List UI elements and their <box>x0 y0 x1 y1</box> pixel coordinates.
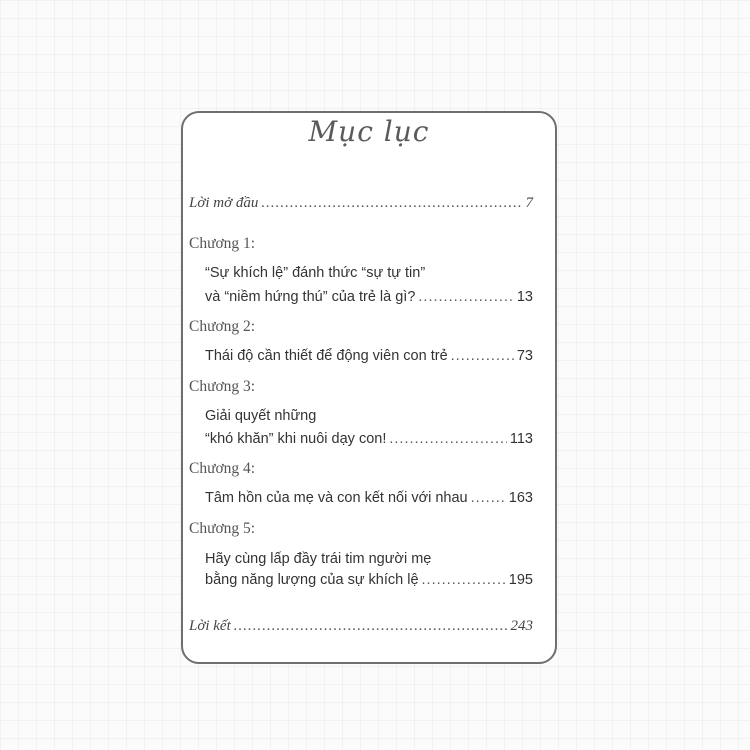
chapter-title-line: Giải quyết những <box>205 408 317 424</box>
dot-leader <box>261 195 522 212</box>
toc-entry-chapter-3 <box>205 431 533 447</box>
chapter-title-line: Tâm hồn của mẹ và con kết nối với nhau <box>205 490 468 506</box>
dot-leader <box>234 618 508 635</box>
outro-page: 243 <box>510 618 533 634</box>
toc-entry-chapter-4 <box>205 490 533 506</box>
toc-entry-intro <box>189 195 533 212</box>
chapter-title-line: “khó khăn” khi nuôi dạy con! <box>205 431 387 447</box>
chapter-title-line: và “niềm hứng thú” của trẻ là gì? <box>205 289 416 305</box>
chapter-title-line: “Sự khích lệ” đánh thức “sự tự tin” <box>205 265 426 281</box>
chapter-title-line: Hãy cùng lấp đầy trái tim người mẹ <box>205 551 432 567</box>
toc-entry-outro <box>189 618 533 635</box>
intro-page: 7 <box>525 195 533 211</box>
toc-entry-chapter-5 <box>205 572 533 588</box>
chapter-heading: Chương 5: <box>189 520 256 537</box>
toc-entry-chapter-1 <box>205 289 533 305</box>
chapter-page: 113 <box>509 431 533 447</box>
chapter-page: 13 <box>516 289 533 305</box>
dot-leader <box>422 572 506 588</box>
dot-leader <box>389 431 507 447</box>
chapter-heading: Chương 1: <box>189 235 256 252</box>
chapter-heading: Chương 4: <box>189 460 256 477</box>
chapter-heading: Chương 3: <box>189 378 256 395</box>
dot-leader <box>418 289 513 305</box>
toc-title: Mục lục <box>308 115 430 148</box>
toc-entry-chapter-2 <box>205 348 533 364</box>
chapter-page: 163 <box>508 490 533 506</box>
chapter-heading: Chương 2: <box>189 318 256 335</box>
chapter-title-line: Thái độ cần thiết để động viên con trẻ <box>205 348 448 364</box>
chapter-page: 195 <box>508 572 533 588</box>
dot-leader <box>451 348 514 364</box>
chapter-page: 73 <box>516 348 533 364</box>
dot-leader <box>471 490 506 506</box>
outro-label: Lời kết <box>189 618 231 634</box>
intro-label: Lời mở đầu <box>189 195 259 211</box>
table-of-contents-frame <box>181 111 557 664</box>
chapter-title-line: bằng năng lượng của sự khích lệ <box>205 572 419 588</box>
